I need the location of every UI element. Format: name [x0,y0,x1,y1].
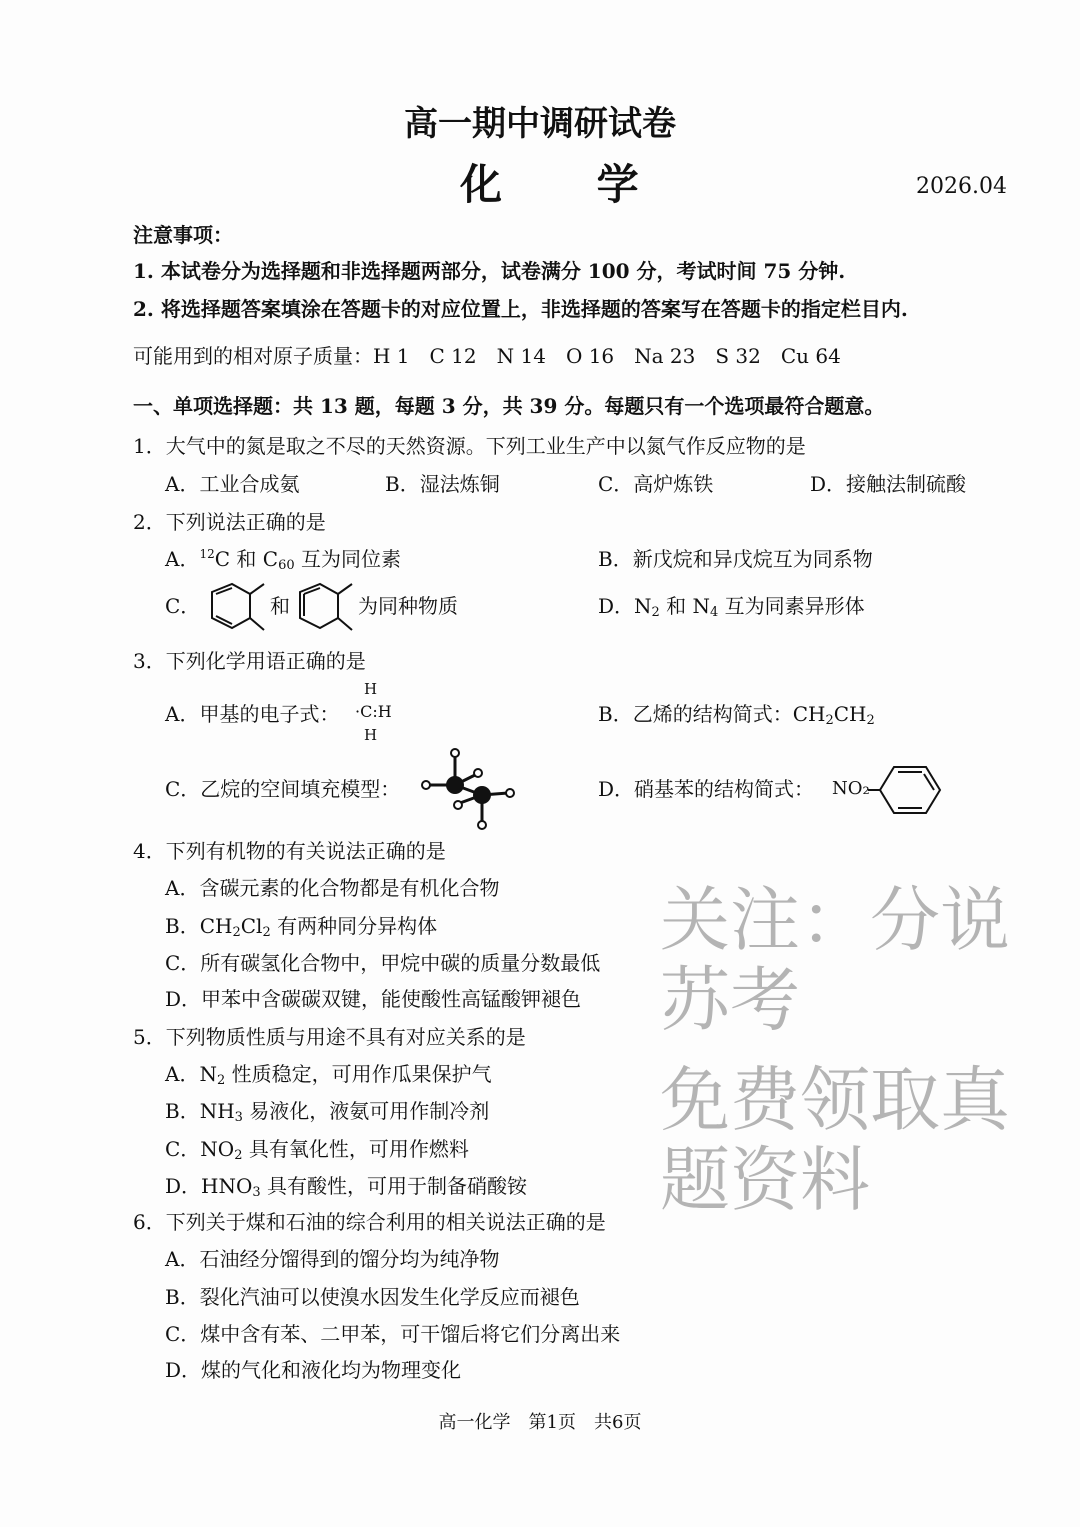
text-segment: B．CH [165,914,233,938]
q2-c-tail: 为同种物质 [358,594,458,618]
subscript: 3 [234,1110,243,1125]
text-segment: C 和 C [214,547,279,571]
note-item: 1. 本试卷分为选择题和非选择题两部分，试卷满分 100 分，考试时间 75 分钟. [133,259,846,283]
option-B [165,913,437,939]
option-A [165,875,499,901]
text-segment: 具有酸性，可用于制备硝酸铵 [260,1174,528,1198]
text-segment: B．新戊烷和异戊烷互为同系物 [598,547,873,571]
subscript: 3 [252,1185,261,1200]
dimethylcyclohexadiene-structure-2 [292,582,356,632]
electron-formula-mid: ·C:H [355,702,392,721]
atomic-masses: 可能用到的相对原子质量：H 1 C 12 N 14 O 16 Na 23 S 32 Cu 64 [133,344,841,368]
text-segment: C．所有碳氢化合物中，甲烷中碳的质量分数最低 [165,951,601,975]
option-C [598,471,713,497]
text-segment: D．硝基苯的结构简式： [598,777,815,801]
subscript: 2 [232,925,241,940]
option-A [165,701,339,727]
text-segment: C．乙烷的空间填充模型： [165,777,401,801]
option-C [165,776,400,802]
option-C [165,593,200,619]
text-segment: 性质稳定，可用作瓜果保护气 [225,1062,492,1086]
option-C [165,1321,620,1347]
text-segment: C． [165,594,201,618]
text-segment: C．煤中含有苯、二甲苯，可干馏后将它们分离出来 [165,1322,621,1346]
text-segment: 易液化，液氨可用作制冷剂 [242,1099,490,1123]
note-item: 2. 将选择题答案填涂在答题卡的对应位置上，非选择题的答案写在答题卡的指定栏目内. [133,297,908,321]
text-segment: A．石油经分馏得到的馏分均为纯净物 [165,1247,500,1271]
benzene-ring-structure [868,764,948,816]
question-stem [133,509,326,535]
text-segment: Cl [240,914,263,938]
exam-date: 2026.04 [916,174,1007,199]
text-segment: C．NO [165,1137,235,1161]
question-stem [133,1209,606,1235]
q2-c-and: 和 [270,594,290,618]
option-C [165,1136,469,1162]
text-segment: 互为同位素 [294,547,401,571]
option-C [165,950,600,976]
question-stem [133,433,806,459]
text-segment: D．煤的气化和液化均为物理变化 [165,1358,462,1382]
option-B [165,1098,489,1124]
section-heading: 一、单项选择题：共 13 题，每题 3 分，共 39 分。每题只有一个选项最符合题意。 [133,394,885,418]
text-segment: 3．下列化学用语正确的是 [133,649,366,673]
text-segment: 6．下列关于煤和石油的综合利用的相关说法正确的是 [133,1210,606,1234]
text-segment: B．乙烯的结构简式：CH [598,702,826,726]
text-segment: 具有氧化性，可用作燃料 [242,1137,469,1161]
text-segment: 互为同素异形体 [718,594,865,618]
text-segment: 1．大气中的氮是取之不尽的天然资源。下列工业生产中以氮气作反应物的是 [133,434,806,458]
subscript: 2 [651,605,660,620]
option-A [165,546,401,572]
text-segment: 5．下列物质性质与用途不具有对应关系的是 [133,1025,526,1049]
text-segment: A．甲基的电子式： [165,702,340,726]
watermark-line-2: 免费领取真题资料 [660,1059,1010,1221]
option-B [165,1284,580,1310]
text-segment: D．HNO [165,1174,253,1198]
exam-subject: 化 学 [460,160,679,209]
exam-title: 高一期中调研试卷 [404,104,676,144]
subscript: 4 [710,605,719,620]
electron-formula-bottom: H [364,726,378,744]
option-A [165,1061,492,1087]
superscript: 12 [199,547,215,561]
text-segment: A．含碳元素的化合物都是有机化合物 [165,876,500,900]
text-segment: 有两种同分异构体 [270,914,438,938]
subscript: 2 [216,1073,226,1088]
option-D [810,471,966,497]
text-segment: B．裂化汽油可以使溴水因发生化学反应而褪色 [165,1285,580,1309]
option-B [385,471,500,497]
ethane-ball-model [420,745,520,830]
notes-heading: 注意事项： [133,223,233,247]
option-B [598,546,873,572]
text-segment: D．甲苯中含碳碳双键，能使酸性高锰酸钾褪色 [165,987,582,1011]
text-segment: 和 N [659,594,711,618]
text-segment: C．高炉炼铁 [598,472,714,496]
subscript: 2 [234,1148,243,1163]
question-stem [133,1024,526,1050]
text-segment: CH [833,702,867,726]
text-segment: A． [165,547,200,571]
option-A [165,1246,499,1272]
text-segment: A．工业合成氨 [165,472,300,496]
electron-formula-top: H [364,680,378,698]
text-segment: B．NH [165,1099,235,1123]
watermark-line-1: 关注：分说苏考 [660,879,1010,1041]
page-footer: 高一化学 第1页 共6页 [438,1412,642,1433]
option-D [598,593,865,619]
option-D [165,1173,527,1199]
subscript: 60 [278,558,295,573]
option-D [598,776,814,802]
subscript: 2 [866,713,875,728]
option-D [165,986,581,1012]
option-D [165,1357,461,1383]
text-segment: A．N [165,1062,217,1086]
subscript: 2 [262,925,271,940]
question-stem [133,838,446,864]
question-stem [133,648,366,674]
text-segment: D．接触法制硫酸 [810,472,967,496]
text-segment: B．湿法炼铜 [385,472,500,496]
text-segment: D．N [598,594,652,618]
text-segment: 4．下列有机物的有关说法正确的是 [133,839,446,863]
nitro-label: NO₂ [832,778,870,799]
subscript: 2 [825,713,834,728]
dimethylcyclohexadiene-structure-1 [200,582,270,632]
option-A [165,471,299,497]
text-segment: 2．下列说法正确的是 [133,510,326,534]
option-B [598,701,875,727]
